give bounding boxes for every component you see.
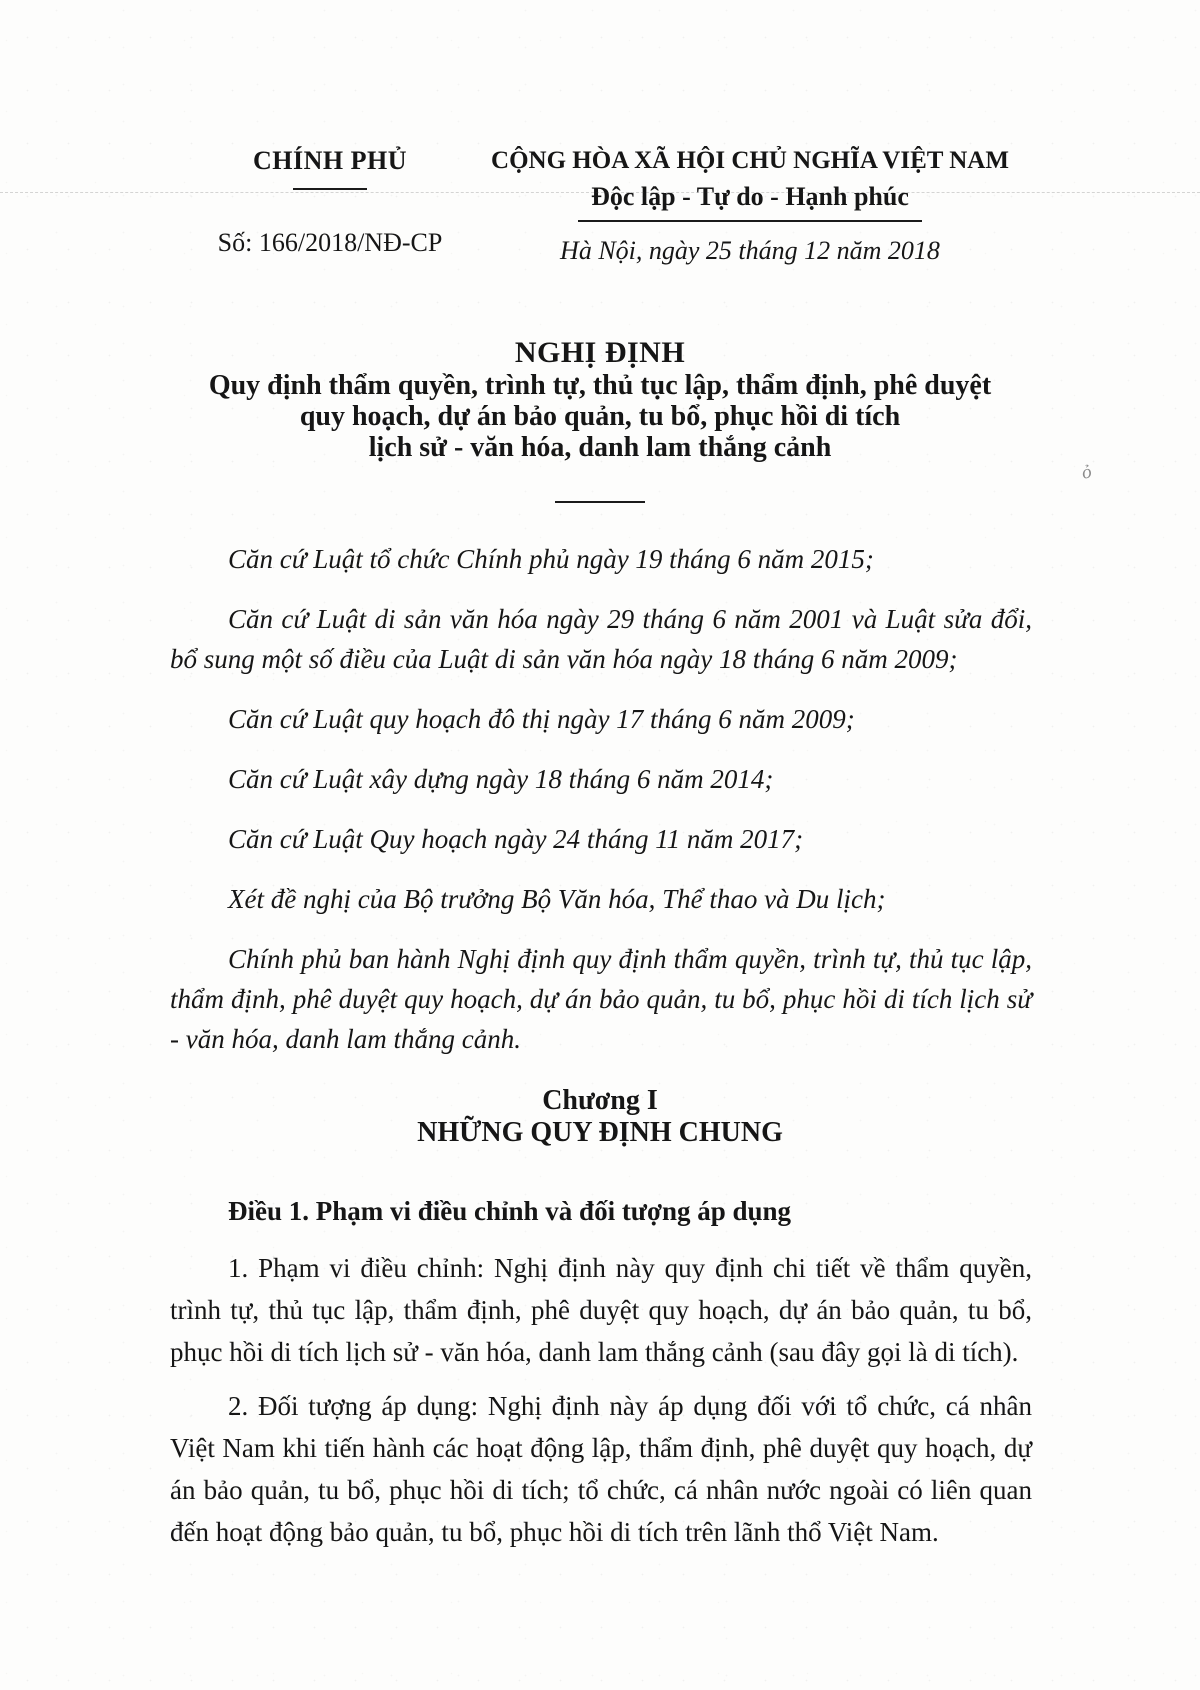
chapter-number: Chương I [542, 1085, 658, 1116]
preamble-paragraph: Xét đề nghị của Bộ trưởng Bộ Văn hóa, Thể thao và Du lịch; [228, 884, 886, 914]
handwritten-mark: ỏ [1080, 461, 1094, 484]
preamble-paragraph: Căn cứ Luật tổ chức Chính phủ ngày 19 tháng 6 năm 2015; [228, 544, 874, 574]
article-paragraph: 2. Đối tượng áp dụng: Nghị định này áp dụng đối với tổ chức, cá nhân Việt Nam khi tiến hành các hoạt động lập, thẩm định, phê duyệt quy hoạch, dự án bảo quản, tu bổ, phục hồi di tích; tổ chức, cá nhân nước ngoài có liên quan đến hoạt động bảo quản, tu bổ, phục hồi di tích trên lãnh thổ Việt Nam. [170, 1391, 1032, 1547]
chapter-heading-block [0, 1085, 1200, 1149]
document-subtitle-line-3: lịch sử - văn hóa, danh lam thắng cảnh [368, 432, 832, 463]
document-number: Số: 166/2018/NĐ-CP [217, 228, 443, 257]
document-subtitle-line-1: Quy định thẩm quyền, trình tự, thủ tục lập, thẩm định, phê duyệt [208, 370, 992, 401]
preamble-paragraph: Căn cứ Luật quy hoạch đô thị ngày 17 tháng 6 năm 2009; [228, 704, 855, 734]
document-subtitle-line-2: quy hoạch, dự án bảo quản, tu bổ, phục hồi di tích [299, 401, 901, 432]
document-title-block [0, 336, 1200, 503]
preamble-paragraph: Căn cứ Luật di sản văn hóa ngày 29 tháng 6 năm 2001 và Luật sửa đổi, bổ sung một số điều của Luật di sản văn hóa ngày 18 tháng 6 năm 2009; [170, 604, 1032, 674]
national-motto: Độc lập - Tự do - Hạnh phúc [591, 182, 909, 211]
title-divider-line [555, 501, 645, 503]
place-date-line: Hà Nội, ngày 25 tháng 12 năm 2018 [560, 236, 940, 265]
issuing-authority-block [170, 146, 490, 266]
preamble-paragraph: Căn cứ Luật Quy hoạch ngày 24 tháng 11 năm 2017; [228, 824, 804, 854]
issuing-authority: CHÍNH PHỦ [253, 146, 407, 175]
preamble-paragraph: Chính phủ ban hành Nghị định quy định thẩm quyền, trình tự, thủ tục lập, thẩm định, phê duyệt quy hoạch, dự án bảo quản, tu bổ, phục hồi di tích lịch sử - văn hóa, danh lam thắng cảnh. [170, 944, 1032, 1054]
authority-divider-line [293, 188, 367, 190]
document-header [0, 0, 1200, 266]
chapter-title: NHỮNG QUY ĐỊNH CHUNG [417, 1117, 783, 1148]
national-header-block [490, 146, 1010, 266]
motto-underline [578, 220, 922, 222]
scan-artifact-line [0, 192, 1200, 193]
preamble-paragraph: Căn cứ Luật xây dựng ngày 18 tháng 6 năm 2014; [228, 764, 774, 794]
article-heading: Điều 1. Phạm vi điều chỉnh và đối tượng áp dụng [228, 1196, 792, 1226]
preamble-section [170, 539, 1032, 1059]
national-title: CỘNG HÒA XÃ HỘI CHỦ NGHĨA VIỆT NAM [491, 147, 1009, 174]
article-paragraph: 1. Phạm vi điều chỉnh: Nghị định này quy định chi tiết về thẩm quyền, trình tự, thủ tục lập, thẩm định, phê duyệt quy hoạch, dự án bảo quản, tu bổ, phục hồi di tích lịch sử - văn hóa, danh lam thắng cảnh (sau đây gọi là di tích). [170, 1253, 1032, 1367]
document-type-title: NGHỊ ĐỊNH [514, 336, 686, 369]
article-section [170, 1193, 1032, 1553]
